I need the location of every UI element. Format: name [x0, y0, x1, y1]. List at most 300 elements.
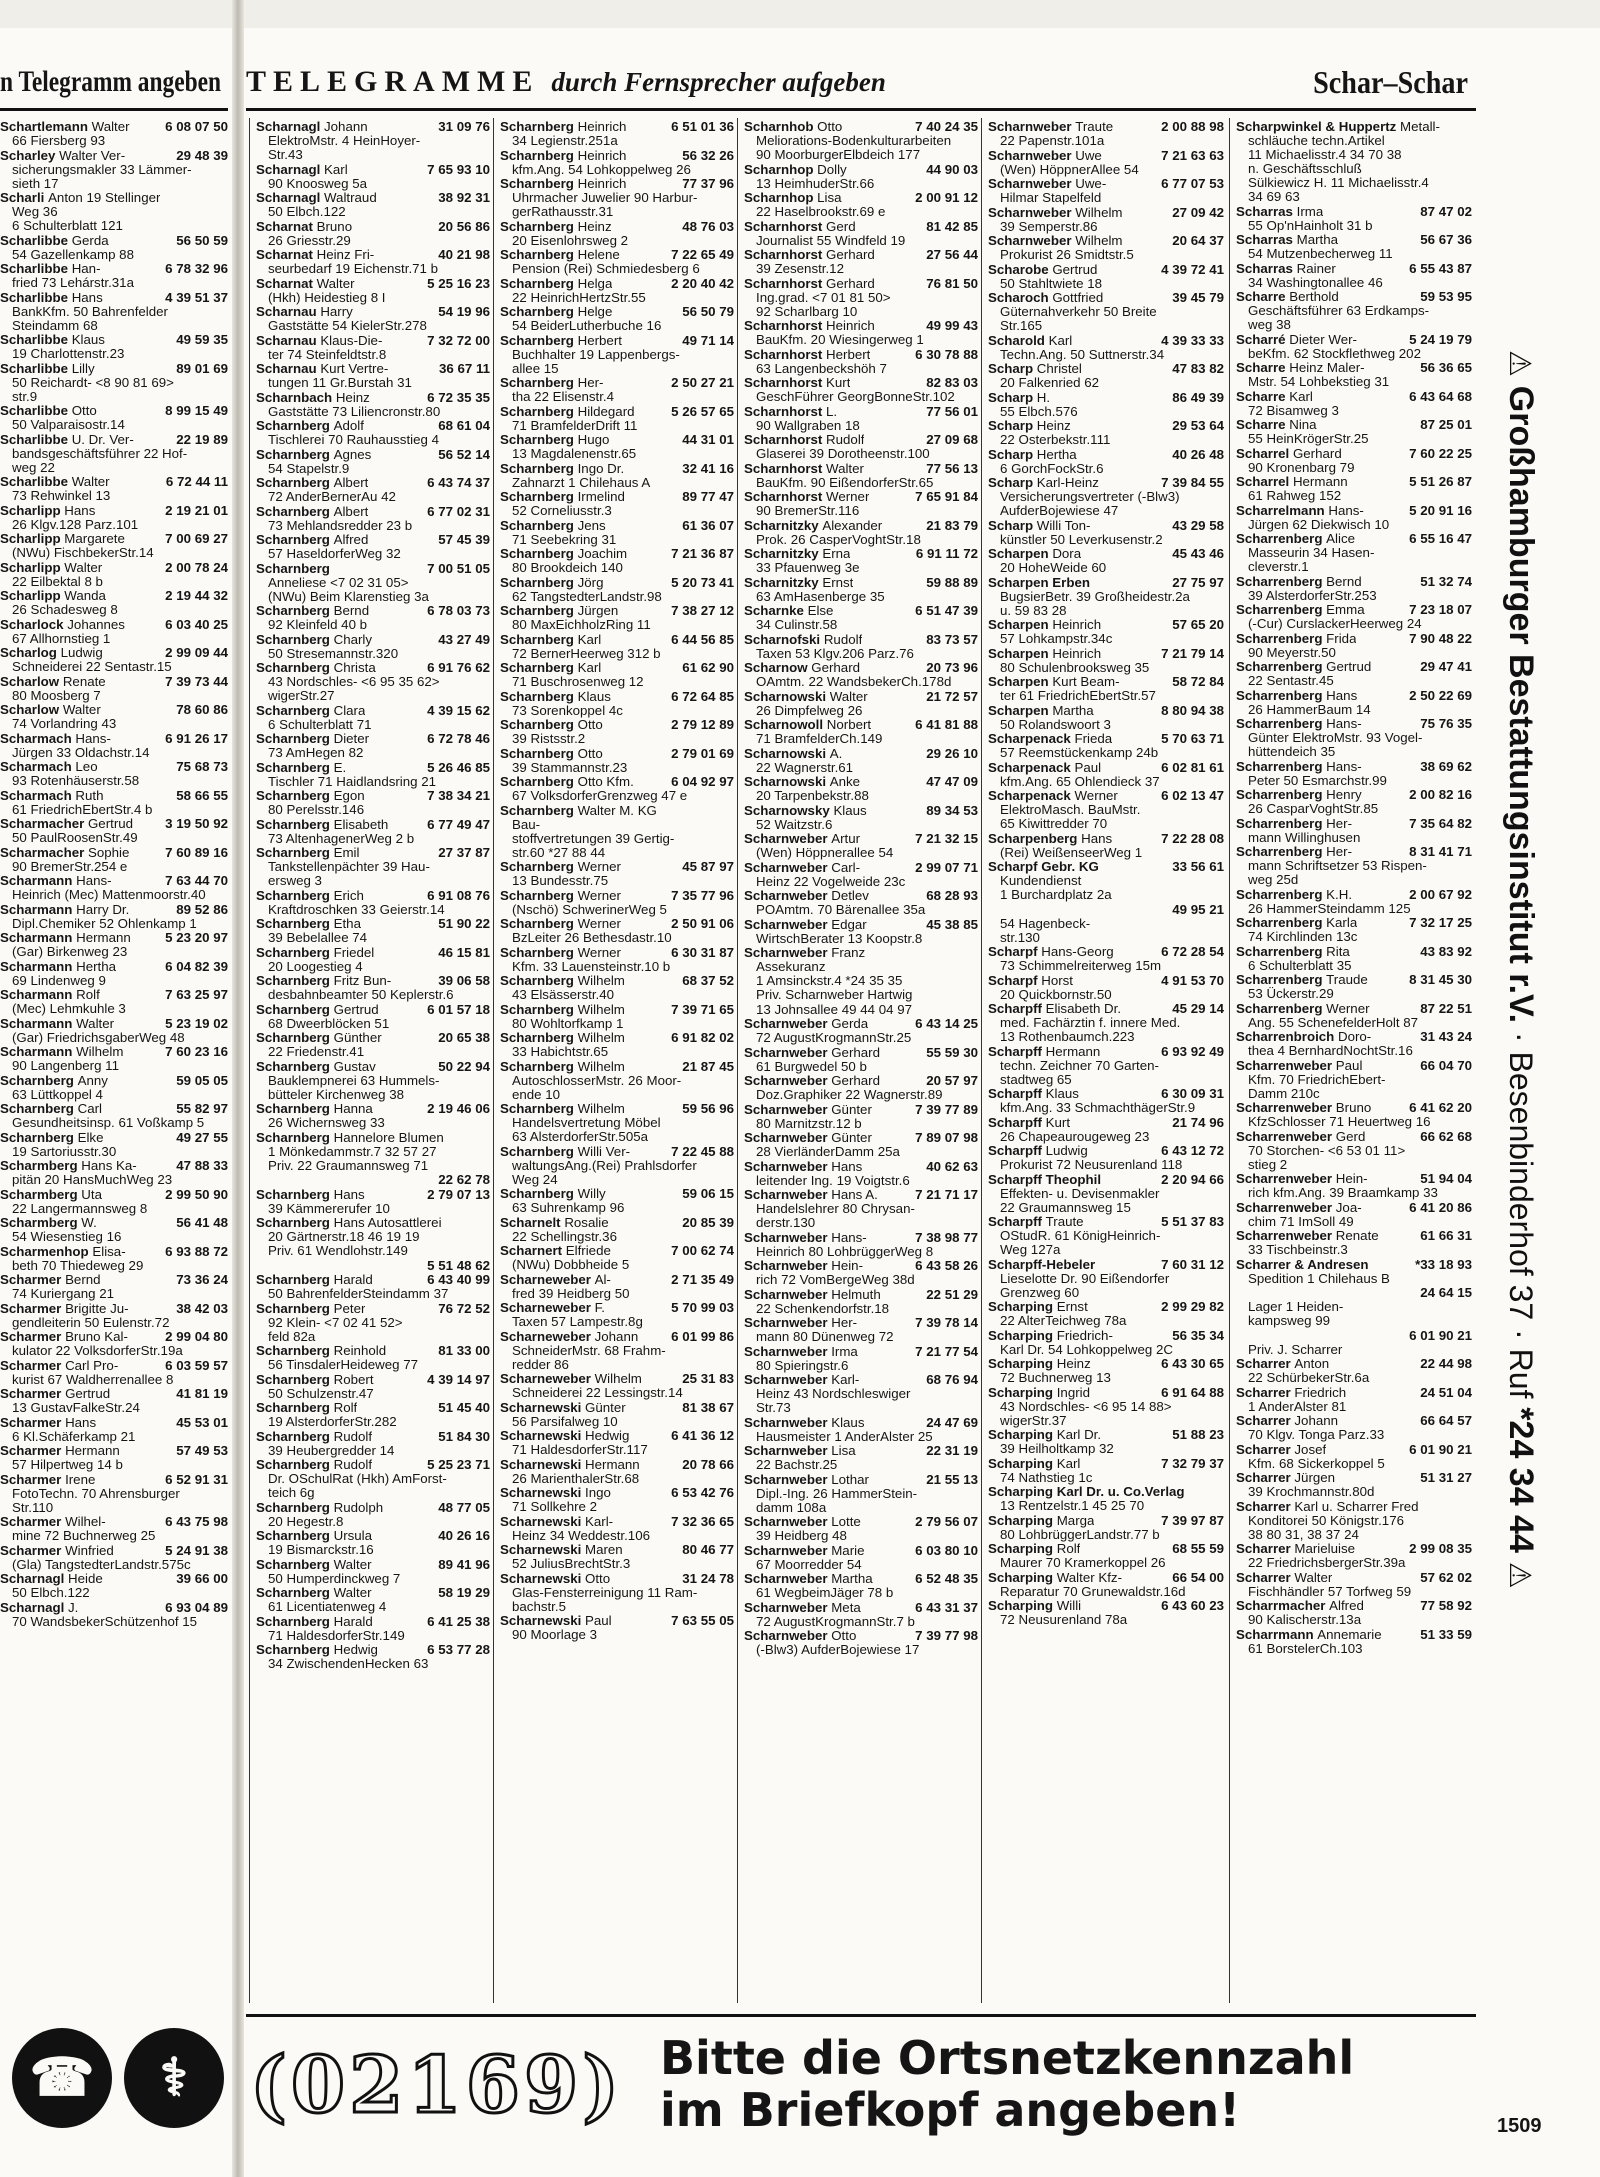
- directory-entry: [0, 1330, 228, 1358]
- entry-address: (Rei) WeißenseerWeg 1: [1000, 845, 1143, 860]
- entry-address: 50 Valparaisostr.14: [12, 418, 125, 432]
- entry-address: mann 80 Dünenweg 72: [756, 1330, 894, 1344]
- entry-name: [0, 234, 109, 248]
- entry-line: [500, 1216, 734, 1230]
- directory-entry: [500, 917, 734, 945]
- given-name: Rudolf: [333, 1458, 373, 1472]
- given-name: Gertrud: [87, 817, 134, 831]
- directory-entry: [500, 1102, 734, 1144]
- directory-entry: [1236, 504, 1472, 532]
- directory-entry: [500, 576, 734, 604]
- entry-address: 6 Schulterblatt 71: [268, 717, 372, 732]
- entry-name: [1236, 532, 1355, 546]
- entry-address: (Wen) Höppnerallee 54: [756, 846, 894, 860]
- surname: Scharnowski: [744, 746, 827, 761]
- given-name: Lisa: [817, 191, 842, 205]
- entry-line: [500, 177, 734, 191]
- given-name: Uta: [81, 1187, 102, 1202]
- phone-number: 51 32 74: [1420, 573, 1472, 589]
- given-name: Walter: [1294, 1570, 1333, 1585]
- given-name: Klaus: [577, 689, 611, 704]
- entry-name: [1236, 1500, 1419, 1514]
- entry-address: 19 AlsterdorferStr.282: [268, 1415, 397, 1429]
- entry-name: [744, 1416, 864, 1430]
- entry-line: [988, 647, 1224, 661]
- surname: Scharnewski: [500, 1486, 582, 1500]
- given-name: Klaus: [831, 1415, 865, 1430]
- entry-line: [0, 817, 228, 831]
- phone-number: 57 62 02: [1420, 1569, 1472, 1585]
- entry-address: 50 BahrenfelderSteindamm 37: [268, 1287, 449, 1301]
- phone-number: 27 09 42: [1172, 204, 1224, 220]
- entry-line: [0, 1473, 228, 1487]
- given-name: Marga: [1056, 1513, 1095, 1528]
- given-name: Hermann: [1045, 1044, 1101, 1059]
- phone-number: 5 23 19 02: [165, 1015, 228, 1031]
- directory-entry: [988, 732, 1224, 760]
- surname: Scharobe: [988, 262, 1049, 277]
- surname: Scharnert: [500, 1244, 563, 1258]
- entry-address: Weg 127a: [1000, 1243, 1061, 1257]
- directory-entry: [1236, 973, 1472, 1001]
- entry-address: kampsweg 99: [1248, 1314, 1331, 1328]
- directory-entry: [1236, 632, 1472, 660]
- surname: Scharmberg: [0, 1187, 78, 1202]
- surname: Scharlock: [0, 617, 64, 632]
- entry-line: [744, 576, 978, 590]
- entry-address: 6 Schulterblatt 35: [1248, 958, 1352, 973]
- phone-number: 5 26 46 85: [427, 759, 490, 775]
- surname: Scharnagl: [0, 1600, 65, 1615]
- directory-entry: [988, 1457, 1224, 1485]
- phone-number: 43 83 92: [1420, 943, 1472, 959]
- entry-name: [500, 1543, 623, 1557]
- phone-number: 51 45 40: [438, 1400, 490, 1415]
- entry-name: [744, 1074, 880, 1088]
- given-name: Maren: [585, 1543, 623, 1557]
- given-name: Lothar: [831, 1472, 869, 1487]
- entry-line: [988, 1514, 1224, 1528]
- phone-number: 6 30 78 88: [915, 346, 978, 362]
- entry-name: [256, 533, 368, 547]
- given-name: L.: [826, 404, 838, 419]
- surname: Scharnberg: [256, 1059, 330, 1074]
- entry-address: 90 BremerStr.254 e: [12, 859, 128, 874]
- given-name: Doro-: [1337, 1030, 1372, 1044]
- entry-address: 54 Stapelstr.9: [268, 461, 350, 476]
- header-telegramme: TELEGRAMME: [246, 65, 540, 98]
- given-name: Norbert: [826, 718, 872, 732]
- entry-address: Glaserei 39 Dorotheenstr.100: [756, 447, 930, 461]
- entry-name: [256, 505, 368, 519]
- directory-entry: [256, 191, 490, 219]
- entry-name: [500, 120, 626, 134]
- given-name: Hedwig: [585, 1429, 630, 1443]
- column-divider: [981, 118, 982, 2003]
- given-name: Erna: [822, 547, 851, 561]
- given-name: Willi: [1056, 1599, 1082, 1613]
- entry-name: [0, 1473, 95, 1487]
- phone-number: 6 03 59 57: [165, 1357, 228, 1373]
- given-name: Wanda: [64, 589, 106, 603]
- directory-entry: [0, 234, 228, 262]
- entry-line: [256, 633, 490, 647]
- entry-address: n. Geschäftsschluß: [1248, 162, 1362, 176]
- entry-address: 61 Licentiatenweg 4: [268, 1600, 387, 1614]
- given-name: U. Dr. Ver-: [71, 432, 134, 447]
- entry-address: 13 Johnsallee 49 44 04 97: [756, 1002, 912, 1017]
- directory-entry: [0, 874, 228, 902]
- entry-name: [1236, 1571, 1332, 1585]
- directory-entry: [988, 1428, 1224, 1456]
- directory-entry: [0, 1473, 228, 1515]
- phone-number: 27 56 44: [926, 247, 978, 262]
- phone-number: 7 60 23 16: [165, 1044, 228, 1059]
- directory-entry: [0, 1544, 228, 1572]
- entry-address: 50 Stresemannstr.320: [268, 646, 399, 661]
- directory-entry: [256, 248, 490, 276]
- entry-address: 13 HeimhuderStr.66: [756, 176, 875, 191]
- entry-address: 71 BramfelderCh.149: [756, 732, 883, 746]
- given-name: Meta: [831, 1600, 861, 1615]
- entry-name: [988, 1485, 1185, 1499]
- given-name: Heinz: [1036, 419, 1071, 433]
- entry-line: [0, 846, 228, 860]
- surname: Scharrenbroich: [1236, 1030, 1335, 1044]
- phone-number: 6 43 74 37: [427, 475, 490, 490]
- entry-line: [988, 1386, 1224, 1400]
- surname: Scharnewski: [500, 1457, 582, 1472]
- entry-address: rich 72 VomBergeWeg 38d: [756, 1273, 915, 1287]
- entry-name: [988, 291, 1103, 305]
- surname: Scharrer & Andresen: [1236, 1257, 1369, 1272]
- entry-name: [500, 1572, 610, 1586]
- entry-address: 57 Reemstückenkamp 24b: [1000, 746, 1159, 760]
- entry-address: Dipl.Chemiker 52 Ohlenkamp 1: [12, 916, 197, 931]
- directory-entry: [1236, 1002, 1472, 1030]
- entry-line: [0, 1131, 228, 1145]
- entry-address: sicherungsmakler 33 Lämmer-: [12, 162, 192, 177]
- entry-name: [0, 1273, 101, 1287]
- directory-entry: [1236, 1101, 1472, 1129]
- given-name: Werner: [577, 917, 621, 931]
- entry-line: [256, 846, 490, 860]
- entry-name: [500, 1429, 629, 1443]
- directory-entry: [256, 476, 490, 504]
- entry-name: [500, 1372, 642, 1386]
- entry-address: 13 Rentzelstr.1 45 25 70: [1000, 1499, 1145, 1513]
- phone-number: 2 99 08 35: [1409, 1541, 1472, 1556]
- entry-address: Tischler 71 Haidlandsring 21: [268, 774, 437, 789]
- phone-number: 6 43 75 98: [165, 1514, 228, 1529]
- entry-line: [500, 690, 734, 704]
- post-logo-icon: ⚕: [124, 2028, 224, 2128]
- entry-address: ElektroMasch. BauMstr.: [1000, 803, 1141, 817]
- surname: Scharnberg: [256, 1529, 330, 1543]
- given-name: Bruno: [316, 219, 353, 234]
- entry-line: [1236, 660, 1472, 674]
- phone-number: 8 80 94 38: [1161, 702, 1224, 718]
- entry-line: [988, 291, 1224, 305]
- entry-line: [500, 1031, 734, 1045]
- surname: Scharping: [988, 1300, 1054, 1314]
- directory-entry: [988, 391, 1224, 419]
- entry-name: [988, 647, 1101, 661]
- surname: Scharnweber: [744, 1188, 828, 1202]
- entry-address: damm 108a: [756, 1500, 827, 1515]
- entry-address: Peter 50 Esmarchstr.99: [1248, 773, 1387, 788]
- surname: Scharneweber: [500, 1372, 591, 1386]
- entry-address: rich kfm.Ang. 39 Braamkamp 33: [1248, 1186, 1438, 1200]
- phone-number: 4 39 33 33: [1161, 332, 1224, 348]
- entry-address: 34 ZwischendenHecken 63: [268, 1657, 429, 1671]
- phone-number: 56 67 36: [1420, 232, 1472, 247]
- entry-address: Dipl.-Ing. 26 HammerStein-: [756, 1486, 918, 1501]
- given-name: Rosalie: [564, 1215, 609, 1230]
- entry-line: [744, 747, 978, 761]
- entry-address: str.130: [1000, 930, 1040, 945]
- surname: Scharmberg: [0, 1216, 78, 1230]
- entry-name: [256, 305, 353, 319]
- entry-line: [0, 988, 228, 1002]
- entry-address: feld 82a: [268, 1329, 316, 1344]
- entry-address: stadtweg 65: [1000, 1072, 1072, 1087]
- entry-line: [1236, 632, 1472, 646]
- surname: Scharp: [988, 419, 1034, 433]
- given-name: Irene: [65, 1472, 96, 1487]
- entry-address: Lager 1 Heiden-: [1248, 1300, 1344, 1314]
- entry-line: [256, 476, 490, 490]
- entry-address: 72 Buchnerweg 13: [1000, 1371, 1111, 1385]
- phone-number: 40 21 98: [438, 247, 490, 262]
- surname: Scharré: [1236, 332, 1286, 347]
- phone-number: 66 62 68: [1420, 1128, 1472, 1144]
- directory-entry: [988, 1357, 1224, 1385]
- phone-number: 7 38 34 21: [427, 788, 490, 803]
- entry-address: derstr.130: [756, 1216, 816, 1230]
- entry-line: [256, 604, 490, 618]
- entry-name: [1236, 418, 1317, 432]
- surname: Scharnweber: [744, 1415, 828, 1430]
- phone-number: 7 39 77 89: [915, 1101, 978, 1117]
- entry-name: [988, 177, 1106, 191]
- phone-number: 83 73 57: [926, 631, 978, 647]
- surname: Scharnberg: [256, 504, 330, 519]
- entry-address: WirtschBerater 13 Koopstr.8: [756, 931, 923, 946]
- phone-number: 6 01 90 21: [1409, 1327, 1472, 1343]
- surname: Scharmach: [0, 731, 72, 746]
- phone-number: 27 75 97: [1172, 574, 1224, 590]
- surname: Scharp: [988, 476, 1034, 490]
- phone-number: 2 99 29 82: [1161, 1299, 1224, 1314]
- surname: Scharnberg: [256, 1401, 330, 1415]
- given-name: Herbert: [826, 347, 871, 362]
- given-name: Walter: [71, 475, 110, 489]
- surname: Scharnat: [256, 219, 313, 234]
- surname: Scharmer: [0, 1472, 62, 1487]
- entry-address: waltungsAng.(Rei) Prahlsdorfer: [512, 1158, 697, 1173]
- entry-name: [988, 1542, 1080, 1556]
- phone-number: 43 29 58: [1172, 517, 1224, 533]
- directory-entry: [988, 860, 1224, 902]
- directory-entry: [744, 163, 978, 191]
- phone-number: 6 02 81 61: [1161, 759, 1224, 775]
- entry-line: [988, 1300, 1224, 1314]
- directory-entry: [500, 1330, 734, 1372]
- surname: Scharnberg: [500, 575, 574, 590]
- entry-line: [744, 1416, 978, 1430]
- entry-name: [1236, 660, 1371, 674]
- entry-address: Meliorations-Bodenkulturarbeiten: [756, 134, 952, 148]
- entry-line: [988, 903, 1224, 917]
- entry-line: [256, 1501, 490, 1515]
- phone-number: 56 50 59: [176, 232, 228, 248]
- directory-entry: [744, 718, 978, 746]
- entry-name: [256, 1501, 383, 1515]
- given-name: Wilhelm: [76, 1045, 124, 1059]
- phone-number: 7 40 24 35: [915, 120, 978, 134]
- entry-address: schläuche techn.Artikel: [1248, 134, 1385, 148]
- entry-name: [256, 277, 355, 291]
- phone-number: 5 25 16 23: [427, 275, 490, 291]
- phone-number: 5 24 19 79: [1409, 331, 1472, 347]
- given-name: Gertrud: [65, 1387, 111, 1401]
- entry-name: [988, 120, 1113, 134]
- surname: Scharnhorst: [744, 376, 823, 390]
- directory-entry: [0, 988, 228, 1016]
- entry-name: [0, 960, 116, 974]
- entry-line: [1236, 1357, 1472, 1371]
- directory-entry: [256, 362, 490, 390]
- surname: Scharrer: [1236, 1570, 1291, 1585]
- entry-line: [500, 661, 734, 675]
- phone-number: 7 00 69 27: [165, 531, 228, 546]
- entry-line: [744, 120, 978, 134]
- entry-address: (Hkh) Heidestieg 8 I: [268, 290, 386, 305]
- entry-address: 73 Schimmelreiterweg 15m: [1000, 959, 1162, 973]
- surname: Scharnewski: [500, 1429, 582, 1443]
- header-rule-left: [0, 108, 228, 111]
- given-name: Horst: [1041, 973, 1073, 988]
- given-name: Harald: [333, 1273, 373, 1287]
- entry-address: 20 Falkenried 62: [1000, 376, 1100, 390]
- phone-number: 81 38 67: [682, 1399, 734, 1415]
- phone-number: 87 47 02: [1420, 203, 1472, 219]
- entry-address: 55 HeinKrögerStr.25: [1248, 432, 1369, 446]
- entry-name: [256, 846, 359, 860]
- surname: Scharnweber: [744, 1259, 828, 1273]
- phone-number: 61 62 90: [682, 660, 734, 675]
- given-name: Hildegard: [577, 404, 635, 419]
- phone-number: 6 51 47 39: [915, 603, 978, 618]
- phone-number: 45 29 14: [1172, 1001, 1224, 1016]
- entry-name: [0, 1330, 128, 1344]
- entry-line: [988, 1599, 1224, 1613]
- surname: Scharp: [988, 447, 1034, 462]
- surname: Scharneweber: [500, 1272, 591, 1287]
- entry-line: [988, 149, 1224, 163]
- surname: Scharmann: [0, 1045, 73, 1059]
- entry-address: 54 BeiderLutherbuche 16: [512, 319, 662, 333]
- entry-line: [0, 475, 228, 489]
- surname: Scharnberg: [500, 661, 574, 675]
- entry-line: [744, 1345, 978, 1359]
- entry-line: [1236, 760, 1472, 774]
- phone-number: 68 76 94: [926, 1372, 978, 1387]
- phone-number: 61 36 07: [682, 517, 734, 533]
- entry-address: tungen 11 Gr.Burstah 31: [268, 376, 412, 390]
- directory-entry: [1236, 447, 1472, 475]
- warning-triangle-icon: ⚠: [1503, 1561, 1536, 1589]
- surname: Scharrenberg: [1236, 631, 1323, 646]
- surname: Scharlibbe: [0, 233, 68, 248]
- phone-number: 6 51 01 36: [671, 120, 734, 134]
- given-name: Friedel: [333, 945, 375, 960]
- given-name: Rolf: [333, 1401, 358, 1415]
- entry-name: [744, 747, 842, 761]
- directory-entry: [744, 1544, 978, 1572]
- entry-address: 22 Eilbektal 8 b: [12, 574, 103, 589]
- surname: Scharmacher: [0, 817, 85, 831]
- entry-address: 6 GorchFockStr.6: [1000, 461, 1104, 476]
- entry-line: [988, 1087, 1224, 1101]
- surname: Scharpen: [988, 646, 1049, 661]
- phone-number: 57 45 39: [438, 532, 490, 547]
- surname: Scharrer: [1236, 1499, 1291, 1514]
- entry-address: Kraftdroschken 33 Geierstr.14: [268, 902, 445, 917]
- phone-number: 82 83 03: [926, 375, 978, 390]
- entry-line: [500, 120, 734, 134]
- directory-entry: [0, 433, 228, 475]
- phone-number: 6 77 07 53: [1161, 176, 1224, 191]
- given-name: Gerd: [826, 219, 856, 234]
- notice-line-2: im Briefkopf angeben!: [660, 2083, 1241, 2137]
- entry-line: [500, 1244, 734, 1258]
- directory-entry: [0, 931, 228, 959]
- entry-name: [1236, 1030, 1371, 1044]
- entry-line: [988, 761, 1224, 775]
- given-name: Günter: [831, 1102, 872, 1117]
- entry-name: [744, 1160, 862, 1174]
- entry-line: [500, 860, 734, 874]
- entry-name: [500, 1614, 612, 1628]
- directory-entry: [256, 1102, 490, 1130]
- entry-address: 13 Bundesstr.75: [512, 874, 609, 888]
- entry-line: [1236, 945, 1472, 959]
- surname: Scharrenberg: [1236, 759, 1323, 774]
- phone-number: 75 68 73: [176, 759, 228, 774]
- entry-address: Pension (Rei) Schmiedesberg 6: [512, 262, 700, 276]
- phone-number: 89 77 47: [682, 489, 734, 504]
- entry-address: 74 Vorlandring 43: [12, 717, 117, 731]
- surname: Scharnweber: [744, 860, 828, 875]
- given-name: Werner: [577, 860, 621, 874]
- directory-entry: [1236, 475, 1472, 503]
- entry-name: [500, 1330, 638, 1344]
- entry-name: [1236, 262, 1336, 276]
- entry-address: tha 22 Elisenstr.4: [512, 390, 615, 404]
- given-name: Lilly: [71, 361, 95, 376]
- entry-line: [256, 761, 490, 775]
- given-name: Heinz: [577, 219, 612, 234]
- phone-number: 6 91 82 02: [671, 1030, 734, 1045]
- phone-number: 7 38 27 12: [671, 603, 734, 618]
- given-name: Otto: [71, 404, 97, 418]
- surname: Scharnhorst: [744, 219, 823, 234]
- directory-entry: [744, 1515, 978, 1543]
- entry-line: [0, 732, 228, 746]
- phone-number: 7 65 91 84: [915, 489, 978, 504]
